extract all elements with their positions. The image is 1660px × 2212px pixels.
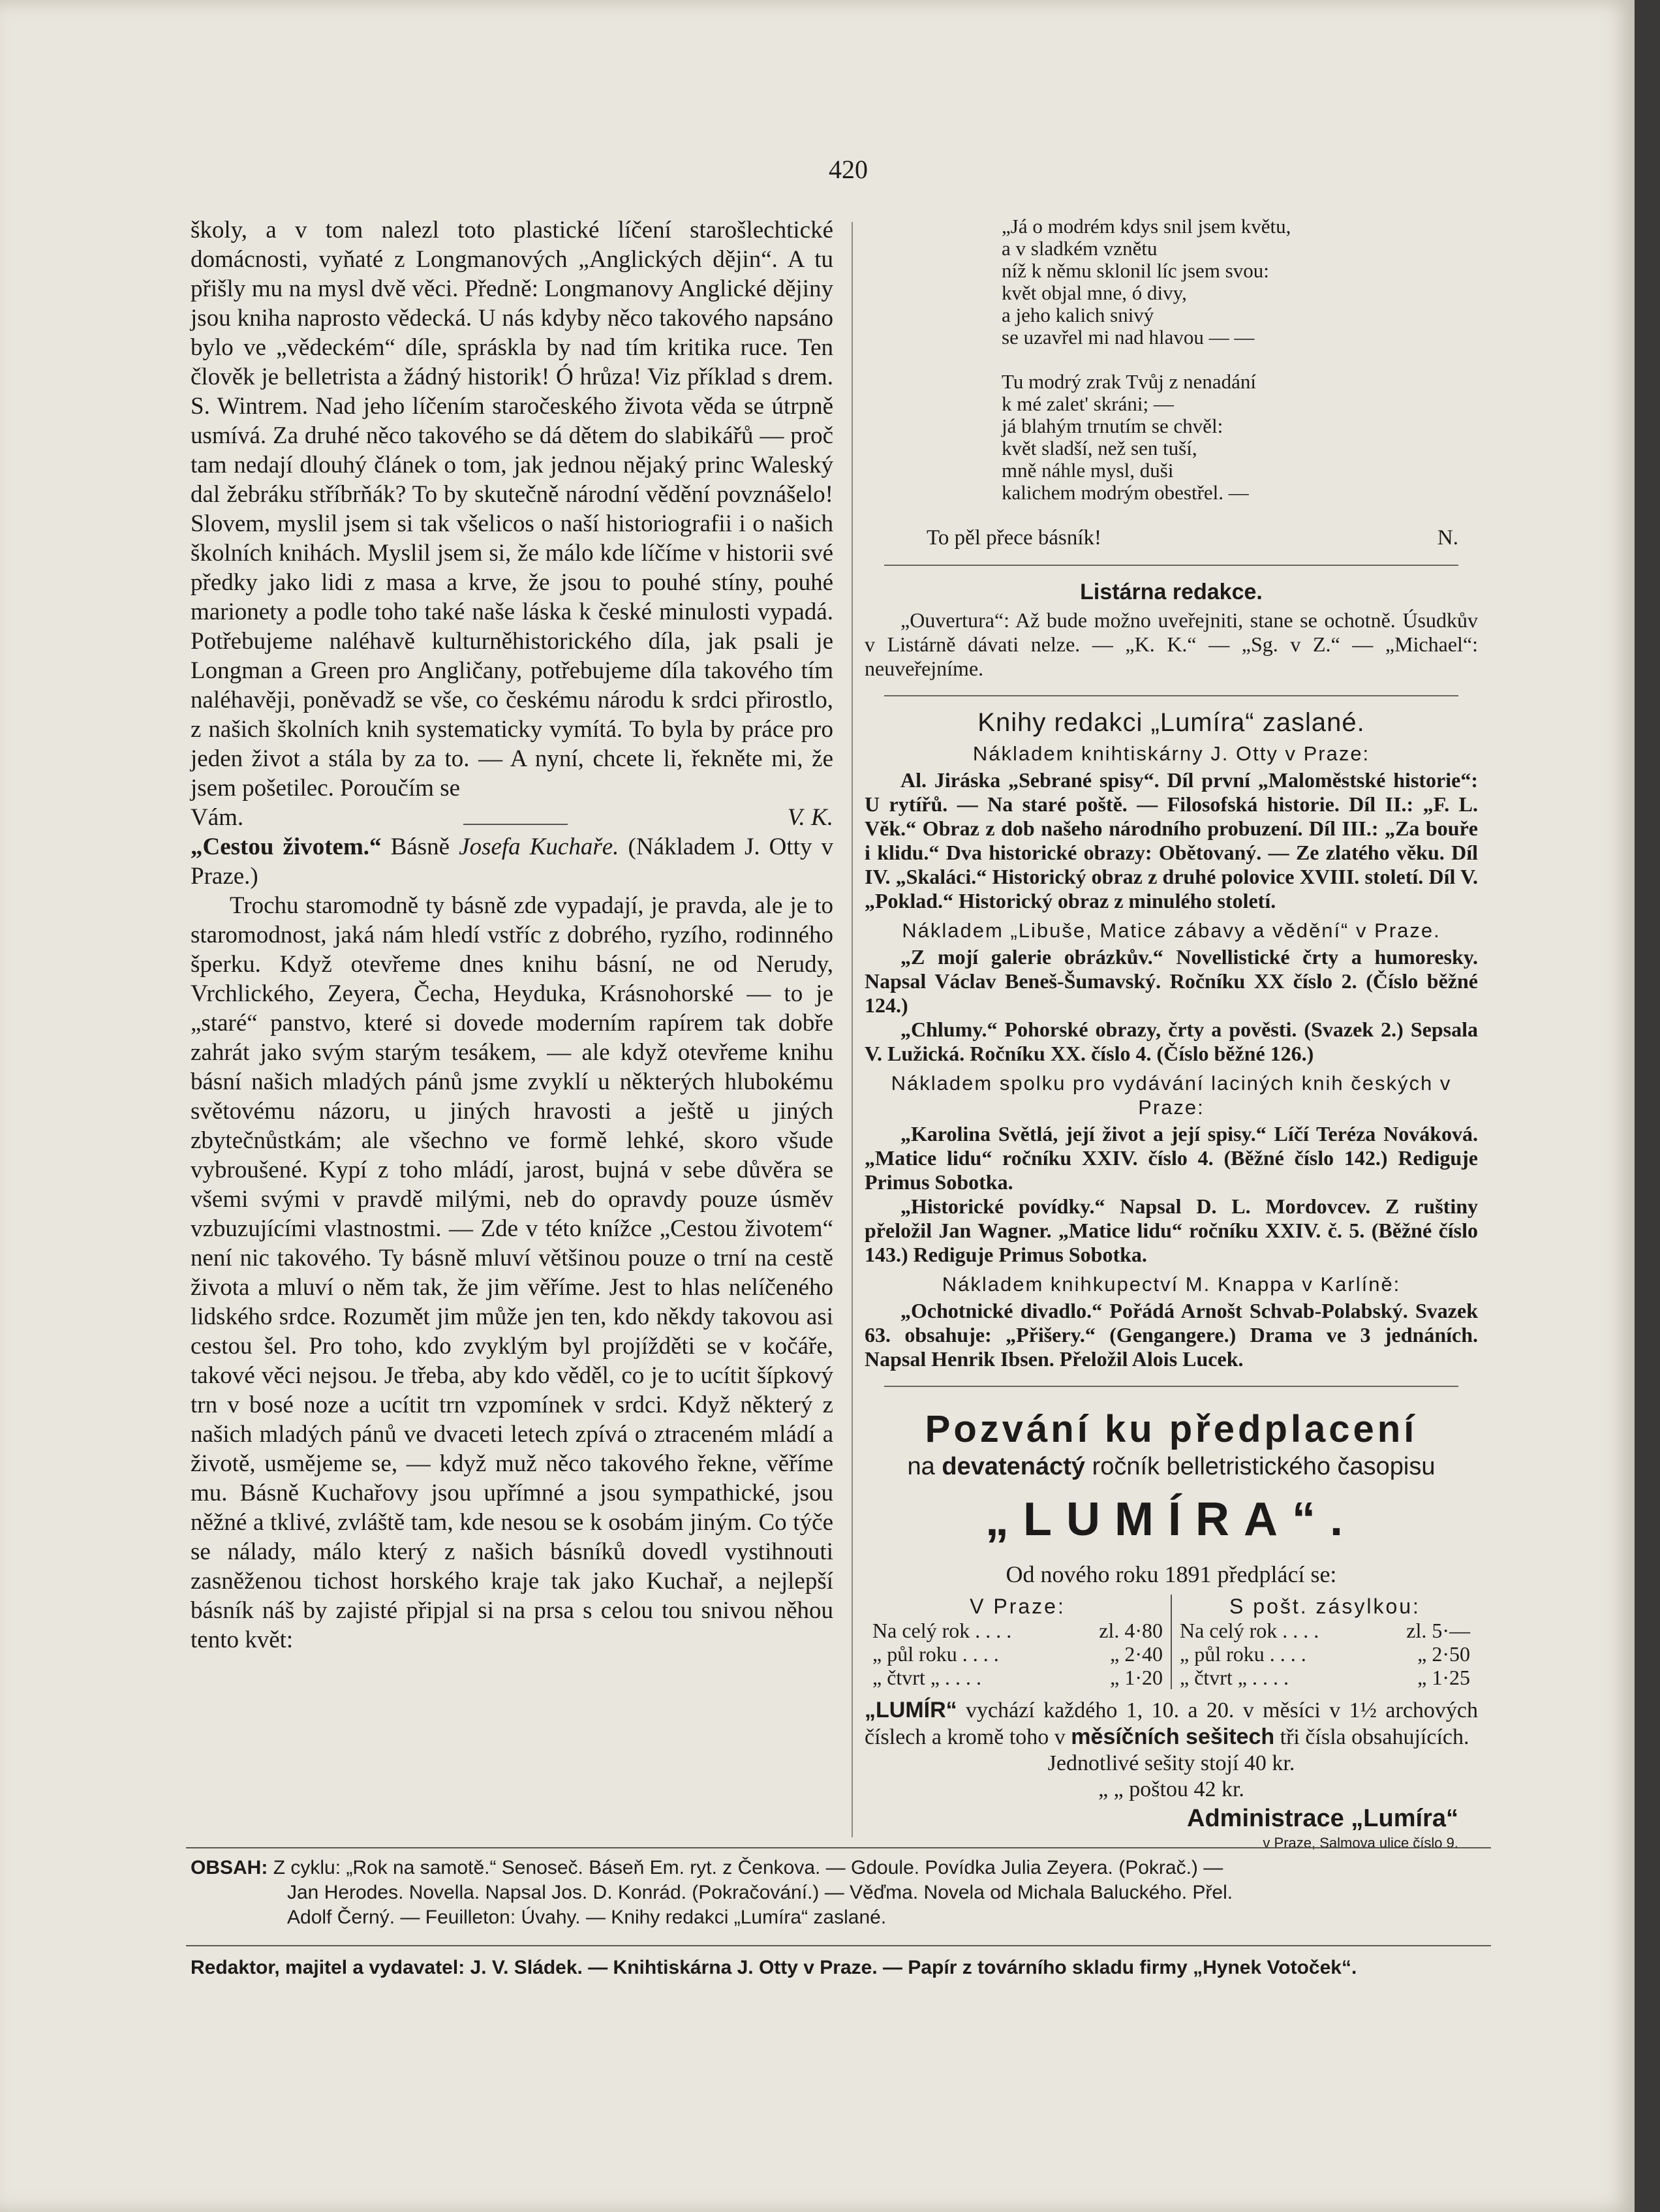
book-entry: „Karolina Světlá, její život a její spisy.“ Líčí Teréza Nováková. „Matice lidu“ ročníku XXIV. číslo 4. (Běžné číslo 142.) Rediguje Primus Sobotka. [865,1122,1478,1194]
poem [1002,215,1478,504]
review-title: „Cestou životem.“ [191,833,382,860]
price-column-postal [1171,1595,1478,1689]
subscription-frequency [865,1697,1478,1751]
review-author: Josefa Kuchaře. [459,833,619,860]
poem-line: níž k němu sklonil líc jsem svou: [1002,259,1269,282]
price-row [1180,1619,1470,1642]
frequency-monthly: měsíčních sešitech [1071,1724,1275,1749]
price-period: „ půl roku . . . . [1180,1642,1306,1666]
column-divider [852,222,853,1837]
poem-line: a v sladkém vznětu [1002,237,1158,260]
price-period: Na celý rok . . . . [872,1619,1012,1642]
contents-block [191,1856,1489,1930]
book-entry: „Historické povídky.“ Napsal D. L. Mordovcev. Z ruštiny přeložil Jan Wagner. „Matice lidu“ ročníku XXIV. č. 5. (Běžné číslo 143.) Rediguje Primus Sobotka. [865,1194,1478,1266]
letters-title: Listárna redakce. [1080,580,1263,604]
essay-end-line [191,803,833,832]
poem-line: se uzavřel mi nad hlavou — — [1002,326,1255,349]
books-title: Knihy redakci „Lumíra“ zaslané. [977,708,1365,737]
book-entry: „Ochotnické divadlo.“ Pořádá Arnošt Schvab-Polabský. Svazek 63. obsahuje: „Přišery.“ (Gengangere.) Drama ve 3 jednáních. Napsal Henrik Ibsen. Přeložil Alois Lucek. [865,1299,1478,1371]
magazine-title: „LUMÍRA“. [985,1493,1357,1546]
subscription-heading: Pozvání ku předplacení [925,1408,1418,1450]
poem-line: „Já o modrém kdys snil jsem květu, [1002,215,1291,238]
administration: Administrace „Lumíra“ [1187,1805,1458,1832]
imprint-rule [186,1945,1491,1946]
frequency-text: vychází každého 1, 10. a 20. v měsíci v 1½ archových číslech a kromě toho v [865,1698,1478,1749]
imprint: Redaktor, majitel a vydavatel: J. V. Sládek. — Knihtiskárna J. Otty v Praze. — Papír z továrního skladu firmy „Hynek Votoček“. [191,1957,1357,1978]
poem-line: Tu modrý zrak Tvůj z nenadání [1002,370,1257,393]
price-table [865,1595,1478,1689]
price-value: „ 1·25 [1417,1666,1470,1689]
price-value: zl. 5·— [1406,1619,1470,1642]
poem-line: k mé zalet' skráni; — [1002,392,1174,415]
poem-stanza [1002,371,1478,504]
poem-signature: N. [1437,526,1458,550]
price-period: Na celý rok . . . . [1180,1619,1319,1642]
poem-line: a jeho kalich snivý [1002,304,1154,326]
single-issue-price: Jednotlivé sešity stojí 40 kr. [1047,1751,1295,1775]
section-rule [884,1386,1458,1387]
subscription-volume: devatenáctý [942,1453,1086,1480]
contents-label: OBSAH: [191,1857,268,1878]
review-subtitle-post: (Nákladem J. Otty v Praze.) [191,833,834,890]
essay-signature: V. K. [787,804,833,831]
administration-address: v Praze, Salmova ulice číslo 9. [1263,1835,1458,1851]
price-period: „ půl roku . . . . [872,1642,999,1666]
price-column-label: S pošt. zásylkou: [1229,1595,1421,1618]
publisher-heading: Nákladem spolku pro vydávání laciných knih českých v Praze: [891,1072,1452,1119]
review-subtitle-pre: Básně [390,833,450,860]
poem-line: květ sladší, než sen tuší, [1002,437,1197,460]
single-issue-postal-price: „ „ poštou 42 kr. [1098,1777,1244,1801]
publisher-heading: Nákladem knihkupectví M. Knappa v Karlíně: [942,1273,1401,1296]
price-column-label: V Praze: [970,1595,1066,1618]
poem-closing-text: To pěl přece básník! [927,526,1101,550]
contents-line-2: Jan Herodes. Novella. Napsal Jos. D. Konrád. (Pokračování.) — Věďma. Novela od Michala Baluckého. Přel. [287,1882,1233,1903]
price-row [872,1666,1163,1689]
page-number: 420 [829,155,868,184]
publisher-heading: Nákladem knihtiskárny J. Otty v Praze: [972,742,1370,765]
book-entry: Al. Jiráska „Sebrané spisy“. Díl první „Maloměstské historie“: U rytířů. — Na staré poště. — Filosofská historie. Díl II.: „F. L. Věk.“ Obraz z dob našeho národního probuzení. Díl III.: „Za bouře i klidu.“ Dva historické obrazy: Obětovaný. — Ze zlatého věku. Díl IV. „Skaláci.“ Historický obraz z druhé polovice XVIII. století. Díl V. „Poklad.“ Historický obraz z minulého století. [865,768,1478,912]
scan-edge [1635,0,1660,2212]
subscription-from: Od nového roku 1891 předplácí se: [1006,1561,1337,1587]
poem-line: kalichem modrým obestřel. — [1002,481,1249,504]
essay-end-word: Vám. [191,804,244,831]
price-column-prague [865,1595,1171,1689]
poem-line: já blahým trnutím se chvěl: [1002,414,1223,437]
poem-line: květ objal mne, ó divy, [1002,281,1187,304]
price-row [872,1619,1163,1642]
contents-line-1 [191,1856,1489,1880]
review-text: Trochu staromodně ty básně zde vypadají, je pravda, ale je to staromodnost, jaká nám hledí vstříc z dobrého, ryzího, rodinného šperku. Když otevřeme dnes knihu básní, ne od Nerudy, Vrchlického, Zeyera, Čecha, Heyduka, Krásnohorské — to je „staré“ panstvo, které si dovede moderním rapírem tak dobře zahrát jako svým starým tesákem, — ale když otevřeme knihu básní našich mladých pánů jsme zvyklí u některých hlubokému světovému názoru, u jiných hravosti a ještě u jiných zbytečnůstkám; ale všechno ve formě lehké, skoro všude vybroušené. Kypí z toho mládí, jarost, bujná v sebe důvěra se všemi svými v pravdě milými, neb do opravdy pouze úsměv vzbuzujícími vlastnostmi. — Zde v této knížce „Cestou životem“ není nic takového. Ty básně mluví většinou pouze o trní na cestě života a mluví o něm tak, že jim věříme. Jest to hlas nelíčeného lidského srdce. Rozumět jim může jen ten, kdo někdy takovou asi cestou šel. Pro toho, kdo zvyklým byl projížděti se v kočáře, takové věci nejsou. Je třeba, aby kdo věděl, co je to ucítit šípkový trn v bosé noze a ucítit trn vzpomínek v srdci. Když některý z našich mladých pánů ve dvaceti letech zpívá o ztraceném mládí a životě, usmějeme se, — když muž něco takového řekne, věříme mu. Básně Kuchařovy jsou upřímné a jsou sympathické, jsou něžné a tklivé, zvláště tam, kde nesou se k osobám jiným. Co týče se nálady, málo který z našich básníků dovedl vystihnouti zasněženou tichost horského kraje tak jako Kuchař, a nejlepší básník náš by zajisté připjal si na prsa s celou tou snivou něhou tento květ: [191,892,833,1653]
letters-text: „Ouvertura“: Až bude možno uveřejniti, stane se ochotně. Úsudkův v Listárně dávati nelze. — „K. K.“ — „Sg. v Z.“ — „Michael“: neuveřejníme. [865,608,1478,680]
essay-rule [463,824,568,825]
price-value: zl. 4·80 [1099,1619,1163,1642]
publisher-heading: Nákladem „Libuše, Matice zábavy a vědění“ v Praze. [902,919,1441,942]
poem-closing [865,526,1478,550]
poem-stanza [1002,215,1478,349]
price-row [1180,1642,1470,1666]
section-rule [884,695,1458,696]
contents-line-text: Z cyklu: „Rok na samotě.“ Senoseč. Báseň Em. ryt. z Čenkova. — Gdoule. Povídka Julia Zeyera. (Pokrač.) — [273,1857,1223,1878]
contents-line-3: Adolf Černý. — Feuilleton: Úvahy. — Knihy redakci „Lumíra“ zaslané. [287,1907,887,1928]
contents-rule [186,1847,1491,1848]
book-entry: „Z mojí galerie obrázkův.“ Novellistické črty a humoresky. Napsal Václav Beneš-Šumavský. Ročníku XX číslo 2. (Číslo běžné 124.) [865,945,1478,1017]
frequency-end: tři čísla obsahujících. [1280,1725,1469,1749]
price-value: „ 2·50 [1417,1642,1470,1666]
subscription-notice [865,1407,1478,1855]
frequency-magazine: „LUMÍR“ [865,1698,957,1722]
section-rule [884,565,1458,566]
subscription-sub-pre: na [907,1453,935,1480]
right-column [865,215,1478,1855]
poem-line: mně náhle mysl, duši [1002,459,1174,482]
price-period: „ čtvrt „ . . . . [872,1666,982,1689]
left-column [191,215,833,1655]
price-row [872,1642,1163,1666]
review-heading [191,832,833,891]
price-value: „ 2·40 [1110,1642,1163,1666]
subscription-subheading [865,1455,1478,1479]
essay-text: školy, a v tom nalezl toto plastické líčení starošlechtické domácnosti, vyňaté z Longmanových „Anglických dějin“. A tu přišly mu na mysl dvě věci. Předně: Longmanovy Anglické dějiny jsou kniha naprosto vědecká. U nás kdyby něco takového napsáno bylo ve „vědeckém“ díle, spráskla by nad tím kritika ruce. Ten člověk je belletrista a žádný historik! Ó hrůza! Viz příklad s drem. S. Wintrem. Nad jeho líčením staročeského života věda se útrpně usmívá. Za druhé něco takového se dá dětem do slabikářů — proč tam nedají dlouhý článek o tom, jak jednou nějaký princ Waleský dal žebráku stříbrňák? To by skutečně národní vědění povznášelo! Slovem, myslil jsem si tak všelicos o naší historiografii i o našich školních knihách. Myslil jsem si, že málo kde líčíme v historii své předky jako lidi z masa a krve, že jsou to pouhé stíny, pouhé marionety a podle toho také naše láska k české minulosti vypadá. Potřebujeme naléhavě kulturněhistorického díla, jak psali je Longman a Green pro Angličany, potřebujeme díla takového tím naléhavěji, poněvadž se vše, co českému národu k srdci přirostlo, z našich školních knih systematicky vymítá. To byla by práce pro jeden život a stála by za to. — A nyní, chcete li, řekněte mi, že jsem pošetilec. Poroučím se [191,217,833,802]
price-period: „ čtvrt „ . . . . [1180,1666,1289,1689]
price-row [1180,1666,1470,1689]
price-value: „ 1·20 [1110,1666,1163,1689]
book-entry: „Chlumy.“ Pohorské obrazy, črty a pověsti. (Svazek 2.) Sepsala V. Lužická. Ročníku XX. číslo 4. (Číslo běžné 126.) [865,1018,1478,1065]
subscription-sub-post: ročník belletristického časopisu [1092,1453,1436,1480]
